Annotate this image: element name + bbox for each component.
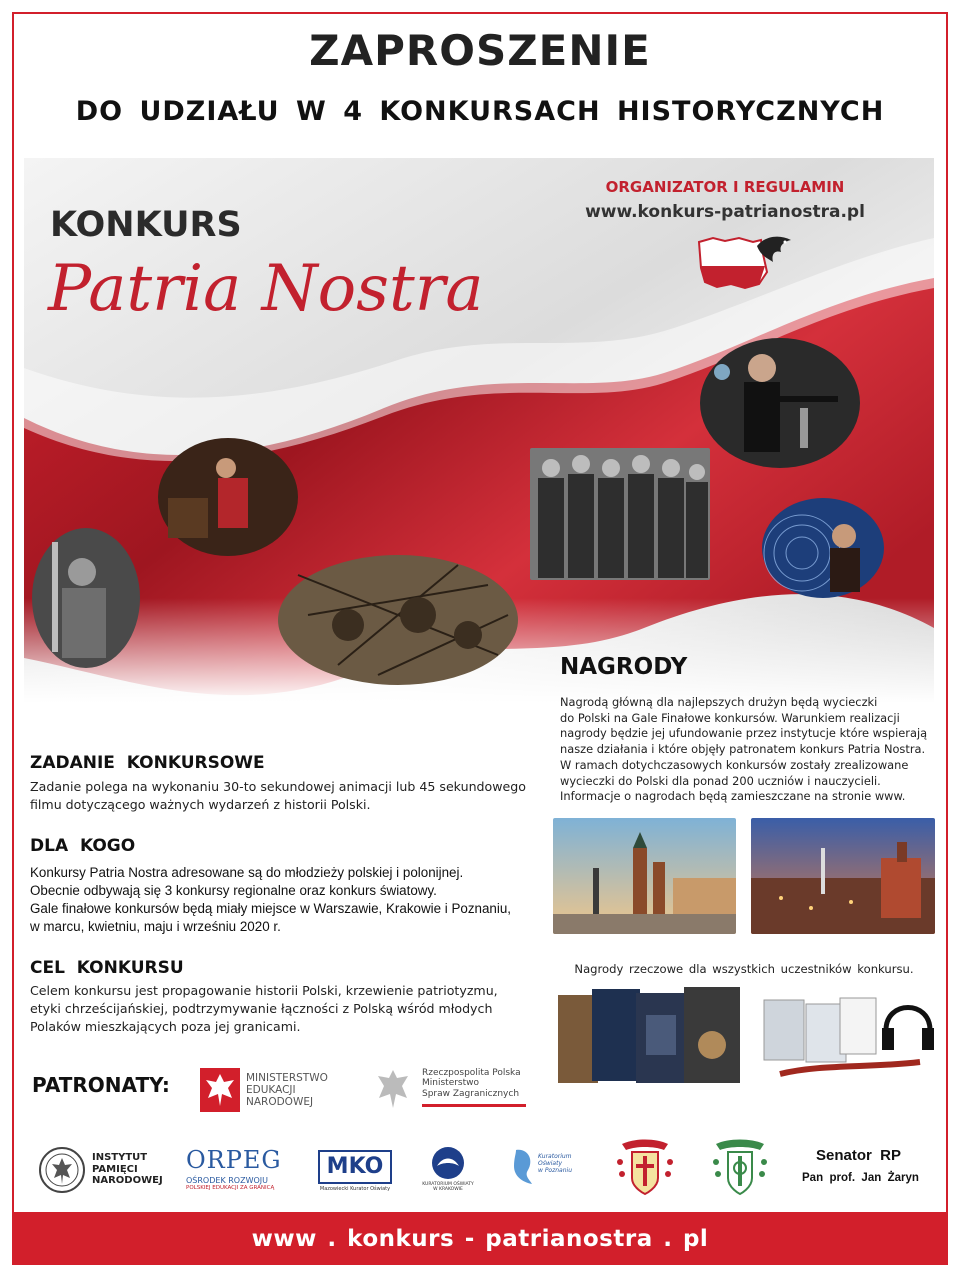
prizes-line: do Polski na Gale Finałowe konkursów. Warunkiem realizacji (560, 710, 900, 725)
organizer-url[interactable]: www.konkurs-patrianostra.pl (585, 202, 865, 222)
orpeg-wordmark: ORPEG (186, 1146, 282, 1174)
men-logo (200, 1068, 340, 1116)
msz-eagle-icon (372, 1066, 414, 1110)
kuratorium-poznan-logo (510, 1146, 590, 1196)
prizes-line: wycieczki do Polski dla ponad 200 uczniów i nauczycieli. (560, 773, 881, 788)
kuratorium-krakow-line: KURATORIUM OŚWIATY (422, 1182, 474, 1187)
photo-battle (278, 555, 518, 685)
men-line: NARODOWEJ (246, 1096, 314, 1109)
kuratorium-poznan-icon (510, 1146, 536, 1186)
mko-wordmark: MKO (318, 1150, 392, 1184)
kuratorium-poznan-line: Oświaty (538, 1159, 563, 1167)
task-line: Zadanie polega na wykonaniu 30-to sekundowej animacji lub 45 sekundowego (30, 779, 527, 794)
bishop-coat-of-arms-2 (708, 1138, 772, 1198)
contest-name: Patria Nostra (48, 252, 484, 326)
ipn-line: NARODOWEJ (92, 1175, 163, 1186)
goal-text (30, 982, 540, 1036)
photo-generals (530, 448, 710, 580)
audience-text (30, 864, 540, 936)
audience-line: Konkursy Patria Nostra adresowane są do młodzieży polskiej i polonijnej. (30, 865, 464, 880)
photo-books (556, 985, 746, 1085)
orpeg-subtitle: POLSKIEJ EDUKACJI ZA GRANICĄ (186, 1185, 275, 1191)
men-eagle-icon (200, 1068, 240, 1112)
bishop-coat-of-arms-1 (614, 1138, 676, 1198)
audience-line: w marcu, kwietniu, maju i wrześniu 2020 r. (30, 919, 281, 934)
ipn-line: PAMIĘCI (92, 1163, 138, 1175)
photo-curie (700, 338, 860, 468)
organizer-label: ORGANIZATOR I REGULAMIN (605, 178, 845, 196)
photo-boleslaw (32, 528, 140, 668)
footer-url[interactable]: www . konkurs - patrianostra . pl (251, 1226, 709, 1252)
page-title: ZAPROSZENIE (309, 26, 651, 75)
coat-of-arms-icon (614, 1138, 676, 1198)
prizes-line: nasze działania i które objęły patronatem konkurs Patria Nostra. (560, 742, 926, 757)
senator-title: Senator RP (816, 1147, 902, 1164)
prizes-line: nagrody będzie jej ufundowanie przez instytucje które wspierają (560, 726, 928, 741)
goal-line: etyki chrześcijańskiej, podtrzymywanie łączności z Polską wśród młodych (30, 1001, 493, 1016)
task-line: filmu dotyczącego ważnych wydarzeń z historii Polski. (30, 797, 371, 812)
men-line: EDUKACJI (246, 1084, 296, 1097)
photo-gadgets (760, 990, 938, 1090)
prizes-caption: Nagrody rzeczowe dla wszystkich uczestników konkursu. (574, 962, 914, 976)
mko-subtitle: Mazowiecki Kurator Oświaty (319, 1186, 391, 1192)
page-subtitle: DO UDZIAŁU W 4 KONKURSACH HISTORYCZNYCH (75, 96, 885, 127)
msz-logo (372, 1066, 532, 1114)
audience-line: Obecnie odbywają się 3 konkursy regionalne oraz konkurs światowy. (30, 883, 437, 898)
ipn-seal-icon (38, 1146, 86, 1194)
task-heading: ZADANIE KONKURSOWE (30, 753, 265, 773)
photo-krakow (553, 818, 736, 934)
audience-line: Gale finałowe konkursów będą miały miejsce w Warszawie, Krakowie i Poznaniu, (30, 901, 512, 916)
patronage-heading: PATRONATY: (32, 1073, 170, 1097)
kuratorium-krakow-icon (431, 1146, 465, 1180)
men-line: MINISTERSTWO (246, 1072, 328, 1084)
prizes-line: Informacje o nagrodach będą zamieszczane na stronie www. (560, 789, 906, 804)
goal-line: Polaków mieszkających poza jej granicami. (30, 1019, 301, 1034)
msz-line: Spraw Zagranicznych (422, 1088, 520, 1099)
mko-logo (318, 1150, 392, 1198)
ipn-logo (38, 1146, 178, 1200)
msz-line: Rzeczpospolita Polska (422, 1068, 521, 1078)
kuratorium-krakow-line: W KRAKOWIE (433, 1187, 463, 1193)
prizes-line: W ramach dotychczasowych konkursów zostały zrealizowane (560, 757, 909, 772)
msz-underline (422, 1104, 526, 1107)
task-text (30, 778, 530, 814)
poland-map-eagle-icon (695, 232, 795, 296)
photo-copernicus (762, 498, 884, 598)
coat-of-arms-icon (708, 1138, 772, 1198)
photo-warsaw (751, 818, 935, 934)
audience-heading: DLA KOGO (30, 836, 136, 856)
senator-name: Pan prof. Jan Żaryn (802, 1172, 919, 1184)
kuratorium-poznan-line: w Poznaniu (538, 1166, 573, 1174)
kuratorium-poznan-line: Kuratorium (538, 1153, 572, 1160)
orpeg-subtitle: OŚRODEK ROZWOJU (186, 1176, 268, 1185)
kuratorium-krakow-logo (418, 1146, 478, 1202)
msz-line: Ministerstwo (422, 1078, 480, 1089)
goal-line: Celem konkursu jest propagowanie historii Polski, krzewienie patriotyzmu, (30, 983, 498, 998)
ipn-line: INSTYTUT (92, 1152, 148, 1163)
prizes-text (560, 695, 940, 805)
prizes-heading: NAGRODY (560, 654, 688, 680)
contest-label: KONKURS (50, 205, 242, 245)
orpeg-logo (186, 1146, 286, 1200)
prizes-line: Nagrodą główną dla najlepszych drużyn będą wycieczki (560, 695, 878, 709)
photo-stanczyk (158, 438, 298, 556)
goal-heading: CEL KONKURSU (30, 958, 184, 978)
